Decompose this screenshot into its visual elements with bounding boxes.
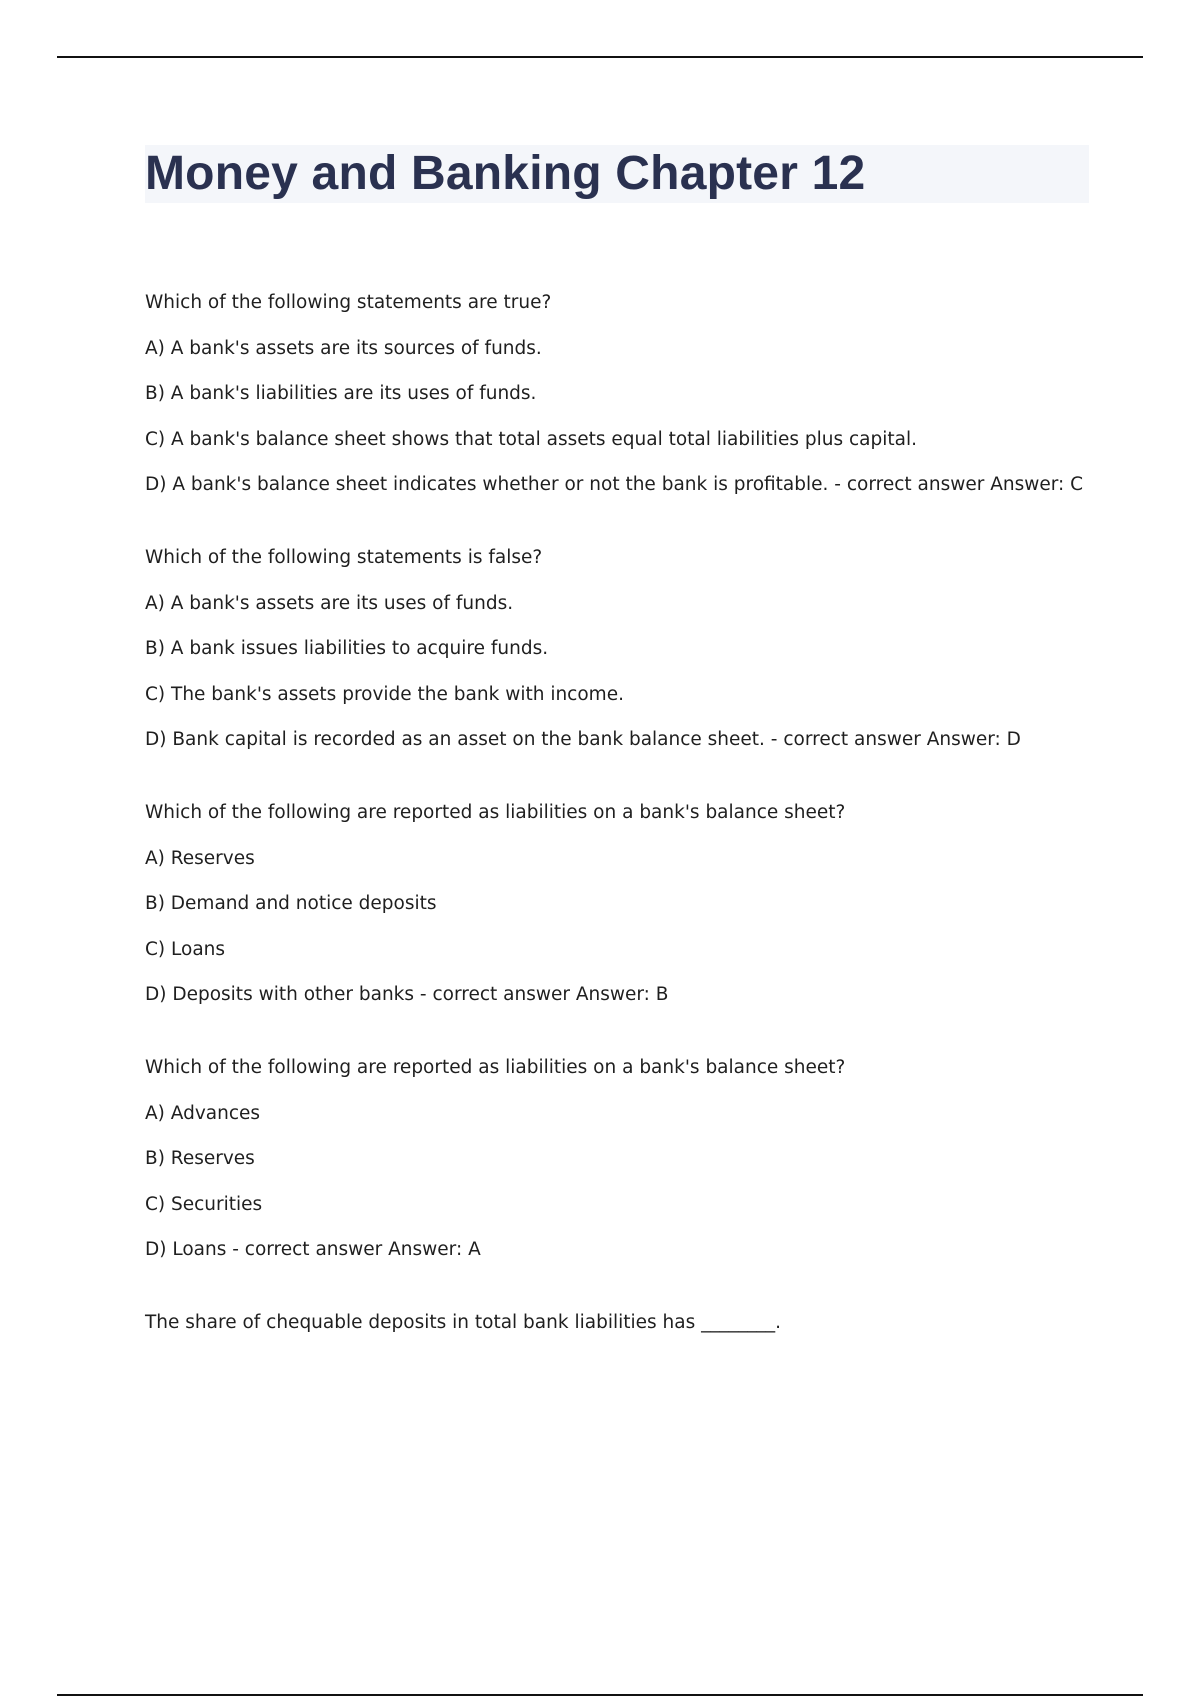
question-prompt: The share of chequable deposits in total bank liabilities has ________. <box>145 1312 781 1333</box>
answer-option: C) The bank's assets provide the bank with income. <box>145 683 624 705</box>
question-3 <box>145 800 1105 1008</box>
question-5 <box>145 1310 1105 1336</box>
answer-option: D) Deposits with other banks - correct answer Answer: B <box>145 984 669 1005</box>
question-4 <box>145 1055 1105 1263</box>
page-title: Money and Banking Chapter 12 <box>145 147 866 200</box>
answer-option: D) Loans - correct answer Answer: A <box>145 1239 481 1260</box>
answer-option: B) Demand and notice deposits <box>145 893 437 914</box>
question-2 <box>145 545 1105 753</box>
answer-option: A) A bank's assets are its uses of funds. <box>145 592 514 614</box>
answer-option: A) Reserves <box>145 847 255 869</box>
answer-option: D) A bank's balance sheet indicates whether or not the bank is profitable. - correct answer Answer: C <box>145 474 1084 495</box>
question-prompt: Which of the following are reported as liabilities on a bank's balance sheet? <box>145 1057 846 1078</box>
answer-option: B) A bank's liabilities are its uses of funds. <box>145 383 537 404</box>
bottom-rule <box>57 1694 1143 1696</box>
answer-option: C) Loans <box>145 938 226 960</box>
answer-option: A) A bank's assets are its sources of funds. <box>145 337 542 359</box>
question-prompt: Which of the following are reported as liabilities on a bank's balance sheet? <box>145 802 846 823</box>
question-prompt: Which of the following statements are true? <box>145 292 552 313</box>
top-rule <box>57 56 1143 58</box>
questions-list <box>145 290 1105 1383</box>
answer-option: D) Bank capital is recorded as an asset on the bank balance sheet. - correct answer Answer: D <box>145 729 1021 750</box>
answer-option: B) Reserves <box>145 1148 255 1169</box>
answer-option: C) A bank's balance sheet shows that total assets equal total liabilities plus capital. <box>145 428 917 450</box>
answer-option: A) Advances <box>145 1102 261 1124</box>
question-1 <box>145 290 1105 498</box>
answer-option: B) A bank issues liabilities to acquire funds. <box>145 638 549 659</box>
answer-option: C) Securities <box>145 1193 263 1215</box>
question-prompt: Which of the following statements is false? <box>145 547 543 568</box>
